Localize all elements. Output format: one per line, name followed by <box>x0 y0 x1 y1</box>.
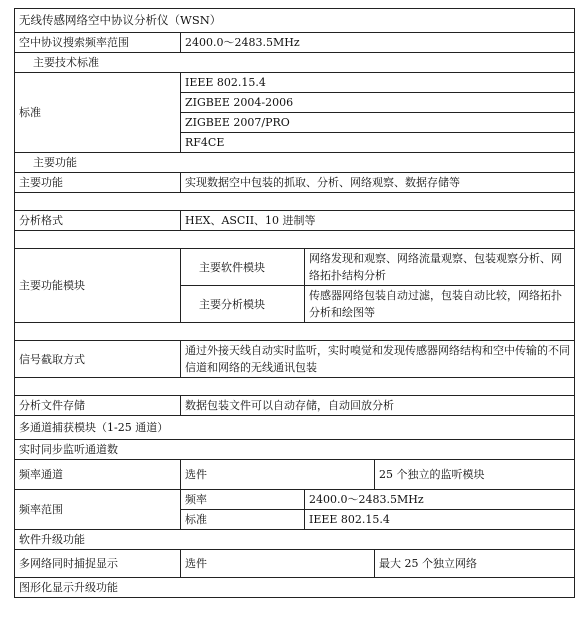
realtime-sync-row <box>15 440 575 460</box>
section-main-tech-std <box>15 53 575 73</box>
freq-range-value: 2400.0～2483.5MHz <box>181 33 575 53</box>
main-func-value: 实现数据空中包装的抓取、分析、网络观察、数据存储等 <box>181 173 575 193</box>
standard-row <box>15 73 575 93</box>
software-module-value: 网络发现和观察、网络流量观察、包装观察分析、网络拓扑结构分析 <box>305 249 575 286</box>
software-upgrade-heading: 软件升级功能 <box>15 530 575 550</box>
freq-scope-std-label: 标准 <box>181 510 305 530</box>
spec-table <box>14 8 575 598</box>
multinet-label: 多网络同时捕捉显示 <box>15 550 181 578</box>
standard-label: 标准 <box>15 73 181 153</box>
signal-capture-value: 通过外接天线自动实时监听，实时嗅觉和发现传感器网络结构和空中传输的不同信道和网络的无线通讯包装 <box>181 341 575 378</box>
software-module-label: 主要软件模块 <box>181 249 305 286</box>
blank-row <box>15 231 575 249</box>
standard-value: RF4CE <box>181 133 575 153</box>
freq-channel-label: 频率通道 <box>15 460 181 490</box>
section-main-func <box>15 153 575 173</box>
analysis-format-value: HEX、ASCII、10 进制等 <box>181 211 575 231</box>
multichannel-row <box>15 416 575 440</box>
multichannel-heading: 多通道捕获模块（1-25 通道） <box>15 416 575 440</box>
blank-row <box>15 323 575 341</box>
realtime-sync-heading: 实时同步监听通道数 <box>15 440 575 460</box>
blank-cell <box>15 193 575 211</box>
signal-capture-label: 信号截取方式 <box>15 341 181 378</box>
blank-cell <box>15 323 575 341</box>
blank-row <box>15 378 575 396</box>
analysis-module-value: 传感器网络包装自动过滤，包装自动比较，网络拓扑分析和绘图等 <box>305 286 575 323</box>
standard-value: ZIGBEE 2004-2006 <box>181 93 575 113</box>
freq-scope-freq-value: 2400.0～2483.5MHz <box>305 490 575 510</box>
standard-value: ZIGBEE 2007/PRO <box>181 113 575 133</box>
spec-sheet <box>14 8 574 598</box>
signal-capture-row <box>15 341 575 378</box>
freq-channel-option: 选件 <box>181 460 375 490</box>
analysis-module-label: 主要分析模块 <box>181 286 305 323</box>
func-module-row <box>15 249 575 286</box>
freq-range-row <box>15 33 575 53</box>
analysis-format-label: 分析格式 <box>15 211 181 231</box>
freq-scope-std-value: IEEE 802.15.4 <box>305 510 575 530</box>
freq-scope-label: 频率范围 <box>15 490 181 530</box>
title-row <box>15 9 575 33</box>
section-heading: 主要技术标准 <box>15 53 575 73</box>
func-module-label: 主要功能模块 <box>15 249 181 323</box>
document-title: 无线传感网络空中协议分析仪（WSN） <box>15 9 575 33</box>
main-func-label: 主要功能 <box>15 173 181 193</box>
graphic-upgrade-heading: 图形化显示升级功能 <box>15 578 575 598</box>
freq-range-label: 空中协议搜索频率范围 <box>15 33 181 53</box>
multinet-option: 选件 <box>181 550 375 578</box>
main-func-row <box>15 173 575 193</box>
standard-value: IEEE 802.15.4 <box>181 73 575 93</box>
blank-cell <box>15 231 575 249</box>
freq-scope-row <box>15 490 575 510</box>
blank-row <box>15 193 575 211</box>
file-storage-value: 数据包装文件可以自动存储，自动回放分析 <box>181 396 575 416</box>
multinet-row <box>15 550 575 578</box>
file-storage-row <box>15 396 575 416</box>
freq-scope-freq-label: 频率 <box>181 490 305 510</box>
software-upgrade-row <box>15 530 575 550</box>
section-heading: 主要功能 <box>15 153 575 173</box>
freq-channel-row <box>15 460 575 490</box>
freq-channel-value: 25 个独立的监听模块 <box>375 460 575 490</box>
graphic-upgrade-row <box>15 578 575 598</box>
blank-cell <box>15 378 575 396</box>
multinet-value: 最大 25 个独立网络 <box>375 550 575 578</box>
file-storage-label: 分析文件存储 <box>15 396 181 416</box>
analysis-format-row <box>15 211 575 231</box>
